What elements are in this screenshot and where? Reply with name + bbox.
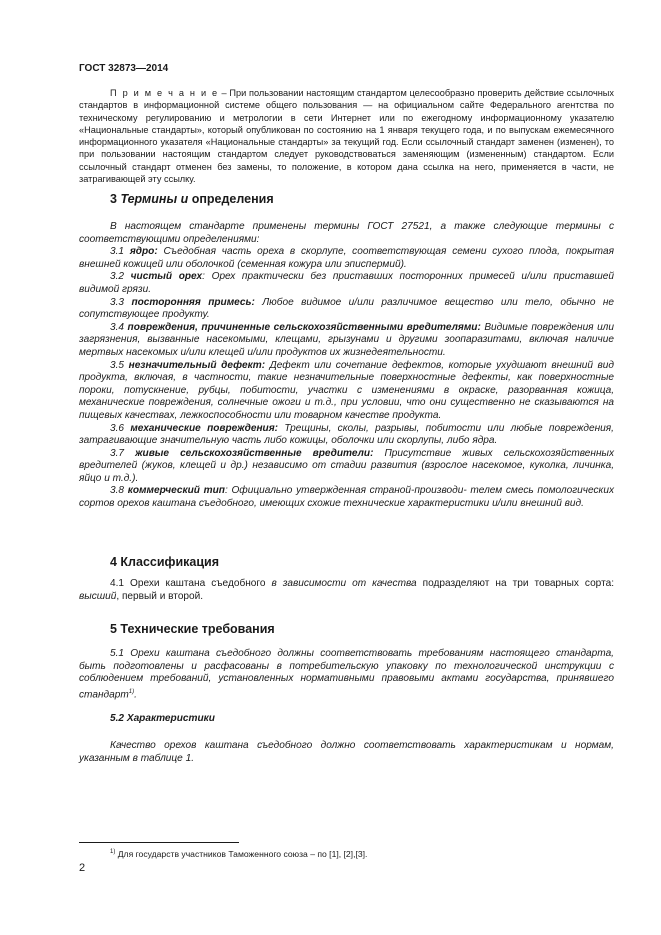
- class-text-b: в зависимости от качества: [271, 578, 417, 589]
- terms-list: [79, 246, 614, 510]
- term-definition: [79, 448, 614, 486]
- terms-block: [79, 221, 614, 511]
- term-name: повреждения, причиненные сельскохозяйственными вредителями:: [127, 321, 481, 333]
- classification-paragraph: [79, 578, 614, 603]
- note-label: П р и м е ч а н и е: [110, 88, 219, 98]
- requirements-paragraph: [79, 648, 614, 702]
- characteristics-paragraph: Качество орехов каштана съедобного должно соответствовать характеристикам и нормам, указанным в таблице 1.: [79, 740, 614, 764]
- term-text: Съедобная часть ореха в скорлупе, соответствующая семени сухого плода, покрытая внешней кожицей или оболочкой (семенная кожура или эписпермий).: [79, 246, 614, 270]
- term-name: механические повреждения:: [130, 422, 279, 434]
- footnote-divider: [79, 842, 239, 843]
- footnote-text: Для государств участников Таможенного союза – по [1], [2],[3].: [115, 849, 368, 859]
- term-definition: [79, 360, 614, 423]
- term-number: 3.4: [110, 321, 128, 333]
- term-text: Любое видимое и/или различимое вещество или тело, обычно не сопутствующее продукту.: [79, 296, 614, 321]
- term-number: 3.7: [110, 447, 136, 459]
- footnote-ref: 1): [128, 688, 135, 695]
- section-3-title-rest: определения: [188, 192, 274, 206]
- terms-intro: В настоящем стандарте применены термины ГОСТ 27521, а также следующие термины с соответствующими определениями:: [79, 221, 614, 245]
- footnote: [110, 849, 367, 859]
- term-definition: [79, 485, 614, 510]
- term-number: 3.2: [110, 271, 131, 283]
- note-text: – При пользовании настоящим стандартом целесообразно проверить действие ссылочных стандартов в информационной системе общего пользования — на официальном сайте Федерального агентства по техническому регулированию и метрологии в сети Интернет или по ежегодному информационному указателю «Национальные стандарты», который опубликован по состоянию на 1 января текущего года, и по выпускам ежемесячного информационного указателя «Национальные стандарты» за текущий год. Если ссылочный стандарт заменен (изменен), то при пользовании настоящим стандартом следует руководствоваться заменяющим (измененным) стандартом. Если ссылочный стандарт отменен без замены, то положение, в котором дана ссылка на него, применяется в части, не затрагивающей эту ссылку.: [79, 88, 614, 185]
- term-name: коммерческий тип: [127, 485, 225, 497]
- term-text: Видимые повреждения или загрязнения, вызванные насекомыми, клещами, грызунами и другими зоопаразитами, включая наличие мертвых насекомых и/или клещей и/или продуктов их жизнедеятельности.: [79, 321, 614, 358]
- term-text: Трещины, сколы, разрывы, побитости или любые повреждения, затрагивающие значительную часть либо кожицы, оболочки или скорлупы, либо ядра.: [79, 422, 614, 447]
- term-name: ядро:: [129, 246, 158, 258]
- section-3-heading: [110, 192, 274, 206]
- class-text-e: , первый и второй.: [116, 590, 204, 602]
- term-definition: [79, 297, 614, 322]
- class-text-c: подразделяют на три товарных сорта:: [416, 578, 615, 589]
- term-name: чистый орех: [130, 271, 203, 283]
- term-number: 3.8: [110, 485, 128, 497]
- term-definition: [79, 322, 614, 360]
- section-3-number: 3: [110, 192, 121, 206]
- term-text: Присутствие живых сельскохозяйственных вредителей (жуков, клещей и др.) независимо от стадии развития (взрослое насекомое, куколка, личинка, яйцо и т.д.).: [79, 447, 615, 484]
- req-text: 5.1 Орехи каштана съедобного должны соответствовать требованиям настоящего стандарта, быть подготовлены и расфасованы в потребительскую упаковку по технологической инструкции с соблюдением требований, установленных нормативными правовыми актами государства, принявшего стандарт: [79, 648, 614, 701]
- term-name: незначительный дефект:: [128, 359, 266, 371]
- term-text: : Орех практически без приставших посторонних примесей и/или приставшей видимой грязи.: [79, 271, 614, 295]
- section-5-heading: 5 Технические требования: [110, 622, 275, 636]
- term-definition: [79, 271, 614, 296]
- term-text: : Официально утвержденная страной-производи- телем смесь помологических сортов орехов каштана съедобного, имеющих схожие технические характеристики и/или внешний вид.: [79, 485, 614, 510]
- note-paragraph: [79, 87, 614, 185]
- characteristics-heading: 5.2 Характеристики: [110, 713, 215, 724]
- term-definition: [79, 246, 614, 271]
- footnote-mark: 1): [110, 849, 116, 856]
- term-number: 3.6: [110, 422, 131, 434]
- page-number: 2: [79, 862, 86, 874]
- term-name: посторонняя примесь:: [131, 296, 255, 308]
- class-text-d: высший: [79, 590, 117, 602]
- class-text-a: 4.1 Орехи каштана съедобного: [110, 578, 272, 589]
- term-name: живые сельскохозяйственные вредители:: [135, 447, 374, 459]
- section-4-heading: 4 Классификация: [110, 555, 220, 569]
- term-number: 3.1: [110, 246, 130, 258]
- term-definition: [79, 423, 614, 448]
- req-text-end: .: [134, 689, 137, 701]
- section-3-title-italic: Термины и: [120, 192, 189, 206]
- term-number: 3.5: [110, 359, 129, 371]
- term-text: Дефект или сочетание дефектов, которые ухудшают внешний вид продукта, включая, в частности, такие незначительные поверхностные дефекты, как поверхностные пороки, потускнение, рубцы, побитости, участки с изменениями в окраске, разорванная кожица, механические повреждения, солнечные ожоги и т.д., при условии, что они существенно не сказываются на пищевых качествах, лежкоспособности или товарном качестве продукта.: [79, 359, 615, 421]
- document-header: ГОСТ 32873—2014: [79, 63, 169, 74]
- term-number: 3.3: [110, 296, 132, 308]
